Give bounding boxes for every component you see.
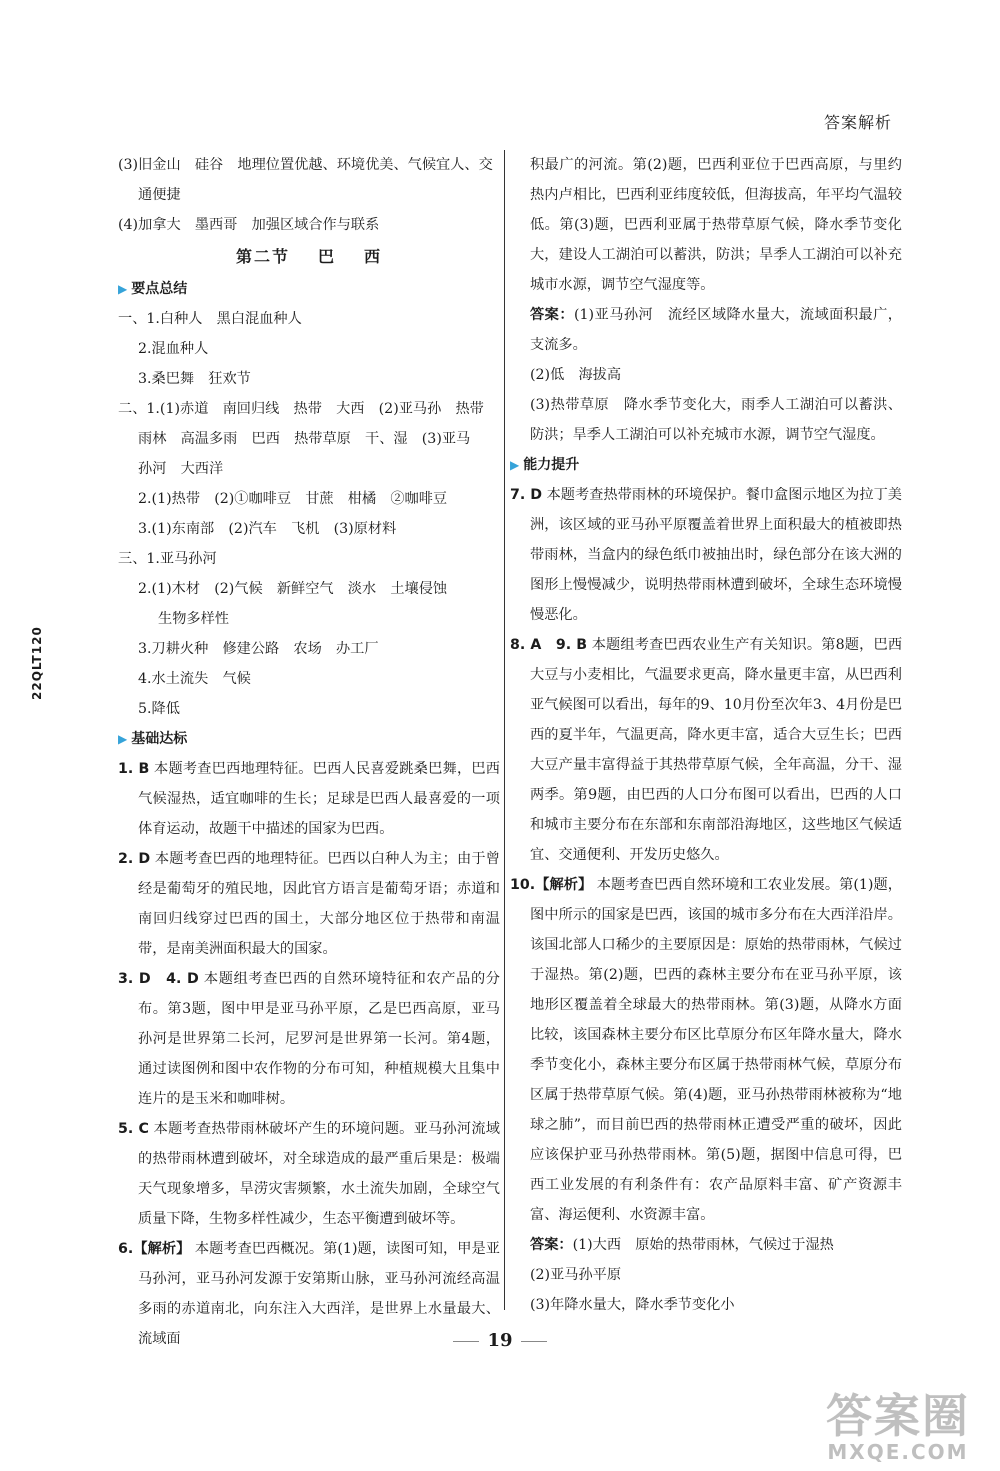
spine-code: 22QLT120 xyxy=(30,626,44,700)
intro-line: 通便捷 xyxy=(138,187,181,203)
intro-line: (3)旧金山 硅谷 地理位置优越、环境优美、气候宜人、交 xyxy=(118,157,493,173)
basic-heading: ▶ 基础达标 xyxy=(118,724,500,754)
summary-line: 雨林 高温多雨 巴西 热带草原 干、湿 (3)亚马 xyxy=(138,431,471,447)
page-number: 19 xyxy=(0,1330,1000,1351)
answer-key: (3)热带草原 降水季节变化大，雨季人工湖泊可以蓄洪、防洪；旱季人工湖泊可以补充城市水源，调节空气湿度。 xyxy=(530,397,902,443)
column-divider xyxy=(504,150,505,1310)
header-title: 答案解析 xyxy=(823,113,892,132)
left-column xyxy=(118,150,500,1354)
answer-item: 2. D 本题考查巴西的地理特征。巴西以白种人为主；由于曾经是葡萄牙的殖民地，因此官方语言是葡萄牙语；赤道和南回归线穿过巴西的国土，大部分地区位于热带和南温带，是南美洲面积最大的国家。 xyxy=(118,851,500,957)
summary-line: 4.水土流失 气候 xyxy=(138,671,251,687)
answer-item: 7. D 本题考查热带雨林的环境保护。餐巾盒图示地区为拉丁美洲，该区域的亚马孙平原覆盖着世界上面积最大的植被即热带雨林，当盒内的绿色纸巾被抽出时，绿色部分在该大洲的图形上慢慢减少，说明热带雨林遭到破坏，全球生态环境慢慢恶化。 xyxy=(510,487,902,623)
answer-item: 5. C 本题考查热带雨林破坏产生的环境问题。亚马孙河流域的热带雨林遭到破坏，对全球造成的最严重后果是：极端天气现象增多，旱涝灾害频繁，水土流失加剧，全球空气质量下降，生物多样性减少，生态平衡遭到破坏等。 xyxy=(118,1121,500,1227)
summary-line: 三、1.亚马孙河 xyxy=(118,551,217,567)
section-title: 第二节 巴 西 xyxy=(235,247,383,266)
answer-key: (2)亚马孙平原 xyxy=(530,1267,622,1283)
answer-key: 答案：(1)亚马孙河 流经区域降水量大，流域面积最广，支流多。 xyxy=(530,307,902,353)
summary-line: 2.(1)木材 (2)气候 新鲜空气 淡水 土壤侵蚀 xyxy=(138,581,448,597)
right-column xyxy=(510,150,902,1320)
summary-heading: ▶ 要点总结 xyxy=(118,274,500,304)
answer-item: 6.【解析】 本题考查巴西概况。第(1)题，读图可知，甲是亚马孙河，亚马孙河发源于安第斯山脉，亚马孙河流经高温多雨的赤道南北，向东注入大西洋，是世界上水量最大、流域面 xyxy=(118,1241,500,1347)
answer-continuation: 积最广的河流。第(2)题，巴西利亚位于巴西高原，与里约热内卢相比，巴西利亚纬度较低，但海拔高，年平均气温较低。第(3)题，巴西利亚属于热带草原气候，降水季节变化大，建设人工湖泊可以蓄洪，防洪；旱季人工湖泊可以补充城市水源，调节空气湿度等。 xyxy=(530,157,902,293)
answer-item: 1. B 本题考查巴西地理特征。巴西人民喜爱跳桑巴舞，巴西气候湿热，适宜咖啡的生长；足球是巴西人最喜爱的一项体育运动，故题干中描述的国家为巴西。 xyxy=(118,761,500,837)
summary-line: 2.混血种人 xyxy=(138,341,209,357)
summary-line: 3.(1)东南部 (2)汽车 飞机 (3)原材料 xyxy=(138,521,397,537)
summary-line: 3.桑巴舞 狂欢节 xyxy=(138,371,251,387)
summary-line: 孙河 大西洋 xyxy=(138,461,224,477)
chevron-right-icon: ▶ xyxy=(510,458,520,472)
summary-line: 二、1.(1)赤道 南回归线 热带 大西 (2)亚马孙 热带 xyxy=(118,401,484,417)
intro-line: (4)加拿大 墨西哥 加强区域合作与联系 xyxy=(118,217,380,233)
answer-key: 答案：(1)大西 原始的热带雨林，气候过于湿热 xyxy=(530,1237,834,1253)
answer-key: (3)年降水量大，降水季节变化小 xyxy=(530,1297,735,1313)
answer-item: 3. D 4. D 本题组考查巴西的自然环境特征和农产品的分布。第3题，图中甲是亚马孙平原，乙是巴西高原，亚马孙河是世界第二长河，尼罗河是世界第一长河。第4题，通过读图例和图中农作物的分布可知，种植规模大且集中连片的是玉米和咖啡树。 xyxy=(118,971,500,1107)
chevron-right-icon: ▶ xyxy=(118,282,128,296)
answer-item: 10.【解析】 本题考查巴西自然环境和工农业发展。第(1)题，图中所示的国家是巴西，该国的城市多分布在大西洋沿岸。该国北部人口稀少的主要原因是：原始的热带雨林，气候过于湿热。第(2)题，巴西的森林主要分布在亚马孙平原，该地形区覆盖着全球最大的热带雨林。第(3)题，从降水方面比较，该国森林主要分布区比草原分布区年降水量大，降水季节变化小，森林主要分布区属于热带雨林气候，草原分布区属于热带草原气候。第(4)题，亚马孙热带雨林被称为“地球之肺”，而目前巴西的热带雨林正遭受严重的破坏，因此应该保护亚马孙热带雨林。第(5)题，据图中信息可得，巴西工业发展的有利条件有：农产品原料丰富、矿产资源丰富、海运便利、水资源丰富。 xyxy=(510,877,902,1223)
watermark-logo: 答案圈 MXQE.COM xyxy=(826,1389,970,1464)
summary-line: 5.降低 xyxy=(138,701,180,717)
answer-key: (2)低 海拔高 xyxy=(530,367,622,383)
summary-line: 一、1.白种人 黑白混血种人 xyxy=(118,311,302,327)
chevron-right-icon: ▶ xyxy=(118,732,128,746)
summary-line: 生物多样性 xyxy=(158,611,229,627)
summary-line: 2.(1)热带 (2)①咖啡豆 甘蔗 柑橘 ②咖啡豆 xyxy=(138,491,448,507)
ability-heading: ▶ 能力提升 xyxy=(510,450,902,480)
answer-item: 8. A 9. B 本题组考查巴西农业生产有关知识。第8题，巴西大豆与小麦相比，气温要求更高，降水量更丰富，从巴西利亚气候图可以看出，每年的9、10月份至次年3、4月份是巴西的夏半年，气温更高，降水更丰富，适合大豆生长；巴西大豆产量丰富得益于其热带草原气候，全年高温，分干、湿两季。第9题，由巴西的人口分布图可以看出，巴西的人口和城市主要分布在东部和东南部沿海地区，这些地区气候适宜、交通便利、开发历史悠久。 xyxy=(510,637,903,863)
summary-line: 3.刀耕火种 修建公路 农场 办工厂 xyxy=(138,641,379,657)
